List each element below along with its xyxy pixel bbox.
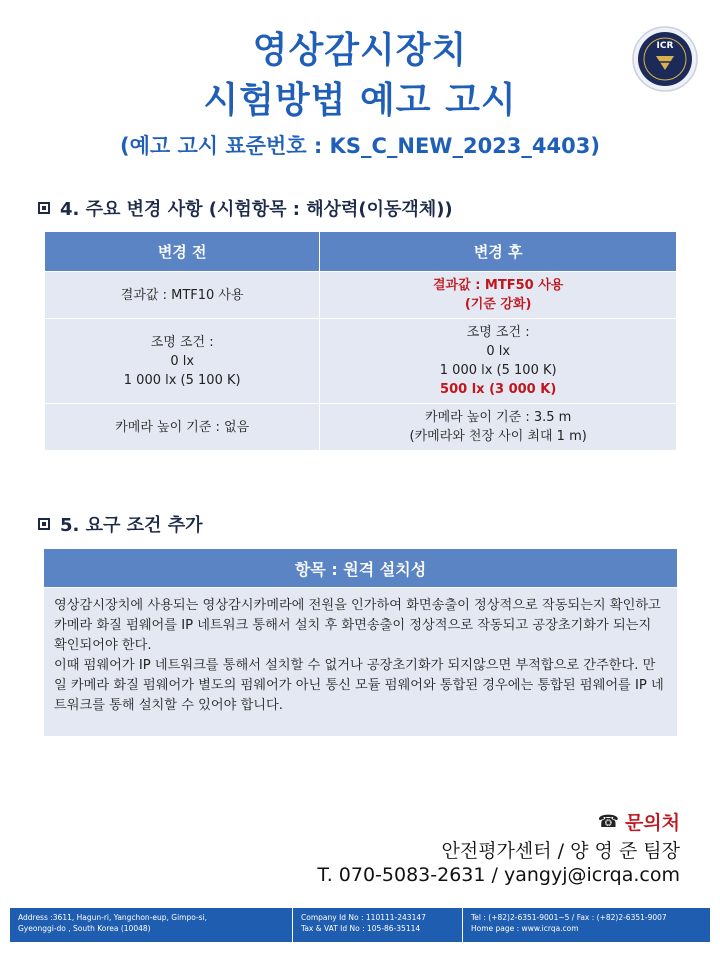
- cell-text: 1 000 lx (5 100 K): [123, 372, 241, 388]
- cell-text-red: (기준 강화): [464, 297, 532, 312]
- cell-text: 결과값 : MTF10 사용: [120, 287, 244, 303]
- cell-after: [320, 272, 677, 319]
- cell-text: 조명 조건 :: [466, 325, 530, 340]
- section5-heading-text: 5. 요구 조건 추가: [60, 515, 203, 536]
- cell-text: 1 000 lx (5 100 K): [439, 363, 557, 378]
- footer-vat-id: Tax & VAT Id No : 105-86-35114: [301, 924, 421, 933]
- footer-homepage[interactable]: Home page : www.icrqa.com: [471, 924, 579, 933]
- footer-contact: [462, 908, 710, 942]
- section4-heading-text: 4. 주요 변경 사항 (시험항목 : 해상력(이동객체)): [60, 199, 453, 220]
- cell-text: (카메라와 천장 사이 최대 1 m): [409, 429, 587, 444]
- icr-logo: [632, 26, 698, 92]
- requirement-paragraph: 영상감시장치에 사용되는 영상감시카메라에 전원을 인가하여 화면송출이 정상적으로 작동되는지 확인하고 카메라 화질 펌웨어를 IP 네트워크 통해서 설치 후 화면송출이 정상적으로 작동되고 공장초기화가 되는지 확인되어야 한다.: [54, 598, 661, 653]
- footer-ids: [292, 908, 462, 942]
- cell-text: 카메라 높이 기준 : 3.5 m: [425, 410, 572, 425]
- requirement-box-title: 항목 : 원격 설치성: [44, 549, 677, 587]
- footer-address-line: Address :3611, Hagun-ri, Yangchon-eup, Gimpo-si,: [18, 913, 208, 922]
- cell-text-red: 500 lx (3 000 K): [440, 382, 557, 397]
- cell-text: 카메라 높이 기준 : 없음: [115, 419, 250, 435]
- footer-tel: Tel : (+82)2-6351-9001~5 / Fax : (+82)2-6351-9007: [471, 913, 667, 922]
- footer-address: [10, 908, 292, 942]
- footer-bar: [10, 908, 710, 942]
- footer-company-id: Company Id No : 110111-243147: [301, 913, 426, 922]
- contact-label: [598, 808, 680, 835]
- change-table: [44, 231, 677, 451]
- square-bullet-icon: [38, 202, 50, 214]
- col-after-header: 변경 후: [320, 232, 677, 272]
- cell-after: [320, 319, 677, 404]
- requirement-box-body: [44, 588, 677, 736]
- table-row: [45, 272, 677, 319]
- cell-before: [45, 319, 320, 404]
- col-before-header: 변경 전: [45, 232, 320, 272]
- footer-address-line: Gyeonggi-do , South Korea (10048): [18, 924, 151, 933]
- cell-text-red: 결과값 : MTF50 사용: [433, 278, 564, 293]
- cell-text: 조명 조건 :: [150, 334, 214, 350]
- phone-icon: ☎: [597, 811, 619, 832]
- requirement-paragraph: 이때 펌웨어가 IP 네트워크를 통해서 설치할 수 없거나 공장초기화가 되지않으면 부적합으로 간주한다. 만일 카메라 화질 펌웨어가 별도의 펌웨어가 아닌 통신 모듈 펌웨어와 통합된 경우에는 통합된 펌웨어를 IP 네트워크를 통해 설치할 수 있어야 합니다.: [54, 658, 664, 713]
- cell-text: 0 lx: [170, 353, 195, 369]
- table-row: [45, 319, 677, 404]
- title-line2: 시험방법 예고 고시: [203, 80, 517, 121]
- cell-before: [45, 404, 320, 451]
- subtitle: (예고 고시 표준번호 : KS_C_NEW_2023_4403): [120, 134, 600, 158]
- section5-heading: [38, 511, 203, 537]
- cell-after: [320, 404, 677, 451]
- title-line1: 영상감시장치: [252, 30, 468, 71]
- square-bullet-icon: [38, 518, 50, 530]
- cell-before: [45, 272, 320, 319]
- contact-dept: 안전평가센터 / 양 영 준 팀장: [441, 840, 680, 862]
- contact-label-text: 문의처: [624, 812, 680, 834]
- table-row: [45, 404, 677, 451]
- cell-text: 0 lx: [486, 344, 511, 359]
- contact-phone-email: T. 070-5083-2631 / yangyj@icrqa.com: [317, 864, 680, 886]
- logo-text: ICR: [656, 41, 674, 51]
- section4-heading: [38, 195, 453, 221]
